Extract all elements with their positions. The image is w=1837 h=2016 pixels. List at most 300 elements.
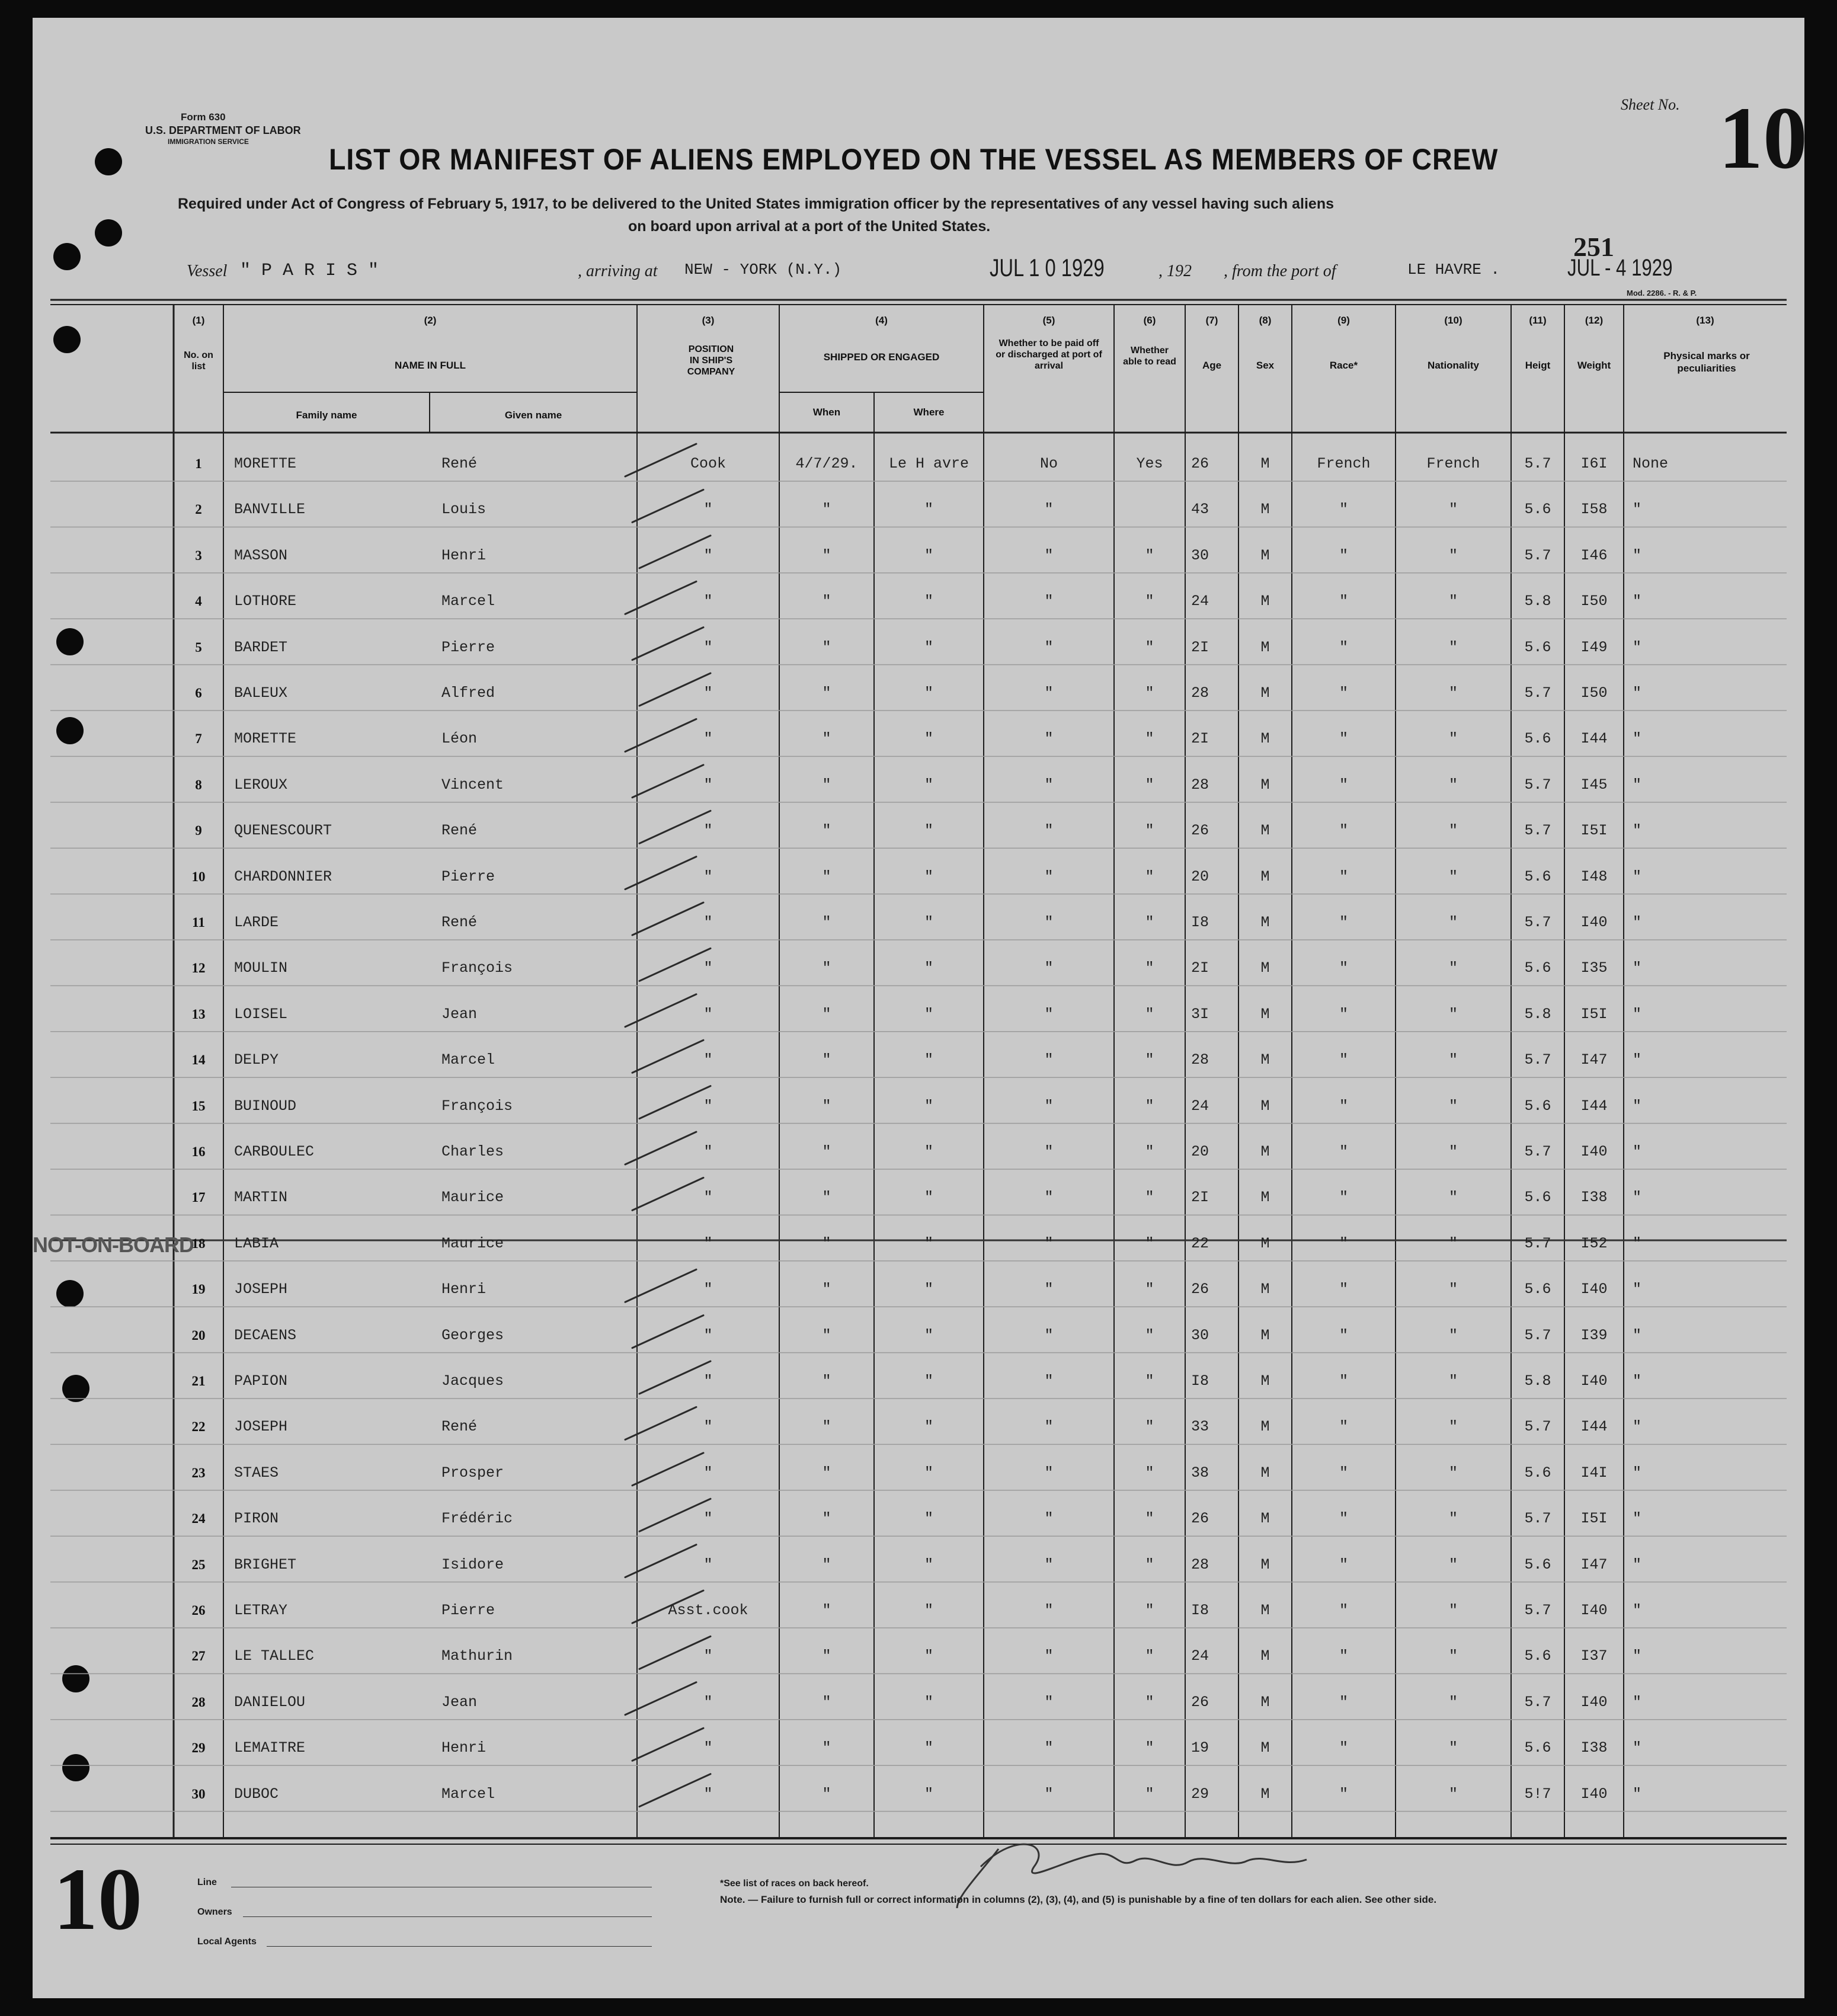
cell-race: " <box>1339 1602 1348 1619</box>
cell-position: " <box>703 1372 713 1390</box>
cell-family: BANVILLE <box>234 501 306 519</box>
cell-read: " <box>1145 1097 1154 1115</box>
cell-marks: " <box>1633 1602 1642 1619</box>
cell-paid: " <box>1044 1005 1054 1023</box>
row-number: 25 <box>191 1557 206 1572</box>
cell-where: " <box>924 684 933 702</box>
cell-given: Pierre <box>441 1602 495 1619</box>
footer-owners-label: Owners <box>197 1907 232 1917</box>
col6-number: (6) <box>1143 315 1156 326</box>
cell-height: 5.6 <box>1524 1281 1551 1298</box>
cell-height: 5.8 <box>1524 1005 1551 1023</box>
cell-position: " <box>703 1097 713 1115</box>
cell-age: I8 <box>1191 1372 1209 1390</box>
cell-marks: " <box>1633 1189 1642 1207</box>
col9-header: Race* <box>1329 360 1358 371</box>
cell-height: 5.6 <box>1524 638 1551 656</box>
row-number: 29 <box>191 1740 206 1756</box>
cell-read: " <box>1145 1189 1154 1207</box>
cell-position: " <box>703 914 713 931</box>
cell-weight: I40 <box>1580 1785 1608 1803</box>
cell-age: 26 <box>1191 455 1209 472</box>
row-number: 24 <box>191 1511 206 1527</box>
penalty-note: Note. — Failure to furnish full or correct information in columns (2), (3), (4), and (5) is punishable by a fine of ten dollars for each alien. See other side. <box>720 1894 1437 1905</box>
cell-given: Henri <box>441 1739 487 1757</box>
cell-paid: " <box>1044 1143 1054 1160</box>
cell-weight: I50 <box>1580 684 1608 702</box>
cell-given: Louis <box>441 501 487 519</box>
cell-weight: I5I <box>1580 1510 1608 1528</box>
cell-where: " <box>924 1051 933 1069</box>
cell-weight: I4I <box>1580 1464 1608 1481</box>
cell-marks: " <box>1633 730 1642 748</box>
cell-given: Jean <box>441 1693 478 1711</box>
cell-where: " <box>924 1647 933 1665</box>
cell-family: JOSEPH <box>234 1281 288 1298</box>
col2-family-header: Family name <box>296 409 357 421</box>
cell-nat: " <box>1448 914 1458 931</box>
row-number: 17 <box>191 1190 206 1205</box>
cell-family: MOULIN <box>234 959 288 977</box>
cell-weight: I35 <box>1580 959 1608 977</box>
row-number: 23 <box>191 1465 206 1480</box>
row-number: 15 <box>191 1098 206 1113</box>
cell-weight: I40 <box>1580 1602 1608 1619</box>
cell-age: 43 <box>1191 501 1209 519</box>
cell-position: " <box>703 1051 713 1069</box>
cell-sex: M <box>1260 1739 1270 1757</box>
cell-paid: " <box>1044 868 1054 885</box>
cell-sex: M <box>1260 1647 1270 1665</box>
cell-family: LE TALLEC <box>234 1647 315 1665</box>
cell-weight: I37 <box>1580 1647 1608 1665</box>
cell-weight: I40 <box>1580 1693 1608 1711</box>
cell-weight: I44 <box>1580 1097 1608 1115</box>
cell-nat: " <box>1448 1785 1458 1803</box>
cell-given: Jacques <box>441 1372 504 1390</box>
cell-position: " <box>703 638 713 656</box>
cell-paid: " <box>1044 1326 1054 1344</box>
cell-family: MARTIN <box>234 1189 288 1207</box>
cell-age: 33 <box>1191 1418 1209 1436</box>
cell-given: Maurice <box>441 1234 504 1252</box>
row-number: 5 <box>195 639 202 655</box>
cell-when: " <box>822 1556 831 1573</box>
cell-position: " <box>703 593 713 610</box>
cell-age: 29 <box>1191 1785 1209 1803</box>
cell-weight: I38 <box>1580 1739 1608 1757</box>
cell-read: " <box>1145 822 1154 840</box>
cell-paid: " <box>1044 1234 1054 1252</box>
cell-given: René <box>441 455 478 472</box>
cell-when: " <box>822 1372 831 1390</box>
cell-race: " <box>1339 501 1348 519</box>
cell-when: " <box>822 914 831 931</box>
col4-header: SHIPPED OR ENGAGED <box>823 351 940 363</box>
cell-when: " <box>822 1005 831 1023</box>
cell-height: 5.7 <box>1524 1602 1551 1619</box>
row-number: 11 <box>192 915 205 930</box>
cell-height: 5.6 <box>1524 1556 1551 1573</box>
cell-marks: " <box>1633 1510 1642 1528</box>
cell-paid: " <box>1044 1602 1054 1619</box>
not-on-board-stamp: NOT-ON-BOARD <box>33 1233 194 1257</box>
cell-marks: " <box>1633 1097 1642 1115</box>
cell-given: Prosper <box>441 1464 504 1481</box>
cell-race: " <box>1339 1097 1348 1115</box>
cell-family: CHARDONNIER <box>234 868 332 885</box>
cell-when: " <box>822 1189 831 1207</box>
cell-given: Charles <box>441 1143 504 1160</box>
cell-sex: M <box>1260 1693 1270 1711</box>
cell-family: LETRAY <box>234 1602 288 1619</box>
cell-age: 20 <box>1191 868 1209 885</box>
cell-family: LABIA <box>234 1234 279 1252</box>
cell-when: " <box>822 1281 831 1298</box>
cell-weight: I48 <box>1580 868 1608 885</box>
cell-position: " <box>703 1739 713 1757</box>
cell-when: " <box>822 868 831 885</box>
cell-marks: " <box>1633 1234 1642 1252</box>
cell-age: I8 <box>1191 914 1209 931</box>
col5-number: (5) <box>1042 315 1055 326</box>
cell-race: " <box>1339 914 1348 931</box>
cell-read: " <box>1145 1372 1154 1390</box>
cell-read: " <box>1145 1556 1154 1573</box>
cell-race: " <box>1339 1556 1348 1573</box>
col5-header: Whether to be paid off or discharged at port of arrival <box>996 338 1102 371</box>
cell-given: Pierre <box>441 638 495 656</box>
row-number: 10 <box>191 869 206 884</box>
cell-race: " <box>1339 546 1348 564</box>
cell-where: " <box>924 1693 933 1711</box>
cell-where: " <box>924 1602 933 1619</box>
cell-sex: M <box>1260 1464 1270 1481</box>
cell-nat: " <box>1448 1326 1458 1344</box>
cell-given: Maurice <box>441 1189 504 1207</box>
cell-sex: M <box>1260 1051 1270 1069</box>
cell-sex: M <box>1260 1189 1270 1207</box>
cell-family: LARDE <box>234 914 279 931</box>
cell-family: LOISEL <box>234 1005 288 1023</box>
sheet-label: Sheet No. <box>1621 96 1680 113</box>
mod-reference: Mod. 2286. - R. & P. <box>1627 289 1697 297</box>
cell-paid: " <box>1044 776 1054 793</box>
cell-height: 5.8 <box>1524 1372 1551 1390</box>
cell-paid: " <box>1044 1693 1054 1711</box>
cell-nat: " <box>1448 868 1458 885</box>
cell-age: 28 <box>1191 1051 1209 1069</box>
cell-marks: " <box>1633 501 1642 519</box>
row-number: 6 <box>195 686 202 700</box>
cell-when: " <box>822 1647 831 1665</box>
cell-where: " <box>924 730 933 748</box>
cell-race: " <box>1339 1005 1348 1023</box>
cell-paid: " <box>1044 959 1054 977</box>
cell-nat: " <box>1448 1189 1458 1207</box>
cell-race: " <box>1339 1234 1348 1252</box>
cell-when: " <box>822 1097 831 1115</box>
cell-sex: M <box>1260 1556 1270 1573</box>
cell-paid: No <box>1039 455 1058 472</box>
cell-position: " <box>703 868 713 885</box>
page-subtitle-1: Required under Act of Congress of February 5, 1917, to be delivered to the United States immigration officer by the representatives of any vessel having such aliens <box>178 196 1334 212</box>
cell-race: " <box>1339 1739 1348 1757</box>
cell-where: " <box>924 1556 933 1573</box>
cell-sex: M <box>1260 730 1270 748</box>
cell-weight: I58 <box>1580 501 1608 519</box>
cell-read: " <box>1145 1602 1154 1619</box>
cell-given: Marcel <box>441 593 495 610</box>
cell-height: 5.7 <box>1524 776 1551 793</box>
cell-sex: M <box>1260 1097 1270 1115</box>
departure-date-stamp: JUL - 4 1929 <box>1567 255 1673 281</box>
cell-height: 5.6 <box>1524 1739 1551 1757</box>
row-number: 26 <box>191 1603 206 1618</box>
cell-read: " <box>1145 1510 1154 1528</box>
manifest-sheet <box>33 18 1807 1998</box>
cell-marks: " <box>1633 1556 1642 1573</box>
cell-age: 20 <box>1191 1143 1209 1160</box>
col10-number: (10) <box>1444 315 1462 326</box>
cell-marks: None <box>1633 455 1669 472</box>
cell-paid: " <box>1044 1418 1054 1436</box>
cell-where: " <box>924 868 933 885</box>
stamp-number: 251 <box>1573 232 1614 262</box>
cell-position: " <box>703 776 713 793</box>
cell-weight: I50 <box>1580 593 1608 610</box>
cell-nat: " <box>1448 1143 1458 1160</box>
cell-read: " <box>1145 730 1154 748</box>
cell-when: " <box>822 776 831 793</box>
cell-read: " <box>1145 1739 1154 1757</box>
footer-owners-rule <box>243 1916 652 1917</box>
cell-nat: " <box>1448 1097 1458 1115</box>
cell-when: " <box>822 638 831 656</box>
cell-given: Henri <box>441 546 487 564</box>
cell-nat: " <box>1448 1005 1458 1023</box>
cell-marks: " <box>1633 1051 1642 1069</box>
cell-race: " <box>1339 776 1348 793</box>
cell-given: Pierre <box>441 868 495 885</box>
cell-where: " <box>924 638 933 656</box>
row-number: 3 <box>195 548 202 563</box>
cell-marks: " <box>1633 1005 1642 1023</box>
row-number: 13 <box>191 1006 206 1022</box>
cell-race: " <box>1339 1785 1348 1803</box>
cell-where: " <box>924 914 933 931</box>
cell-read: " <box>1145 593 1154 610</box>
row-number: 12 <box>191 961 206 976</box>
cell-where: " <box>924 1464 933 1481</box>
cell-race: " <box>1339 638 1348 656</box>
cell-height: 5.6 <box>1524 730 1551 748</box>
cell-where: " <box>924 593 933 610</box>
cell-height: 5.8 <box>1524 593 1551 610</box>
cell-position: " <box>703 684 713 702</box>
col4-where-header: Where <box>913 407 945 418</box>
cell-family: MASSON <box>234 546 288 564</box>
cell-sex: M <box>1260 1234 1270 1252</box>
cell-marks: " <box>1633 822 1642 840</box>
cell-given: Vincent <box>441 776 504 793</box>
cell-race: " <box>1339 959 1348 977</box>
col8-number: (8) <box>1259 315 1272 326</box>
cell-marks: " <box>1633 1693 1642 1711</box>
cell-race: French <box>1317 455 1371 472</box>
cell-sex: M <box>1260 1785 1270 1803</box>
row-number: 19 <box>191 1282 206 1297</box>
cell-given: Mathurin <box>441 1647 513 1665</box>
cell-age: 3I <box>1191 1005 1209 1023</box>
cell-nat: " <box>1448 822 1458 840</box>
cell-height: 5.7 <box>1524 1143 1551 1160</box>
cell-weight: I6I <box>1580 455 1608 472</box>
cell-read: " <box>1145 1005 1154 1023</box>
cell-given: Marcel <box>441 1785 495 1803</box>
footer-line-label: Line <box>197 1877 217 1887</box>
year-label: , 192 <box>1158 262 1192 280</box>
cell-read: " <box>1145 1143 1154 1160</box>
cell-height: 5.7 <box>1524 1326 1551 1344</box>
col1-number: (1) <box>192 315 205 326</box>
cell-sex: M <box>1260 1418 1270 1436</box>
cell-paid: " <box>1044 546 1054 564</box>
cell-weight: I44 <box>1580 730 1608 748</box>
row-number: 4 <box>195 594 202 609</box>
cell-marks: " <box>1633 1418 1642 1436</box>
cell-age: 2I <box>1191 730 1209 748</box>
department-name: U.S. DEPARTMENT OF LABOR <box>145 124 301 136</box>
cell-age: 26 <box>1191 822 1209 840</box>
cell-paid: " <box>1044 1739 1054 1757</box>
col12-header: Weight <box>1577 360 1611 371</box>
cell-marks: " <box>1633 959 1642 977</box>
cell-given: Frédéric <box>441 1510 513 1528</box>
cell-position: " <box>703 546 713 564</box>
cell-where: " <box>924 1234 933 1252</box>
cell-family: MORETTE <box>234 730 297 748</box>
cell-nat: " <box>1448 776 1458 793</box>
cell-where: " <box>924 546 933 564</box>
cell-weight: I39 <box>1580 1326 1608 1344</box>
cell-paid: " <box>1044 638 1054 656</box>
cell-sex: M <box>1260 1326 1270 1344</box>
cell-weight: I47 <box>1580 1556 1608 1573</box>
cell-read: " <box>1145 1647 1154 1665</box>
cell-race: " <box>1339 730 1348 748</box>
cell-weight: I45 <box>1580 776 1608 793</box>
cell-when: " <box>822 959 831 977</box>
cell-marks: " <box>1633 1647 1642 1665</box>
cell-family: CARBOULEC <box>234 1143 315 1160</box>
cell-position: " <box>703 1281 713 1298</box>
cell-read: " <box>1145 1785 1154 1803</box>
cell-position: " <box>703 1556 713 1573</box>
cell-sex: M <box>1260 959 1270 977</box>
cell-race: " <box>1339 1372 1348 1390</box>
cell-age: 28 <box>1191 776 1209 793</box>
cell-when: " <box>822 1510 831 1528</box>
cell-paid: " <box>1044 1189 1054 1207</box>
cell-where: " <box>924 1189 933 1207</box>
cell-where: " <box>924 1510 933 1528</box>
cell-nat: " <box>1448 730 1458 748</box>
cell-paid: " <box>1044 1097 1054 1115</box>
cell-position: " <box>703 959 713 977</box>
cell-family: LOTHORE <box>234 593 297 610</box>
cell-marks: " <box>1633 1372 1642 1390</box>
cell-paid: " <box>1044 1051 1054 1069</box>
cell-race: " <box>1339 1143 1348 1160</box>
cell-weight: I46 <box>1580 546 1608 564</box>
cell-nat: " <box>1448 501 1458 519</box>
cell-marks: " <box>1633 1464 1642 1481</box>
cell-paid: " <box>1044 730 1054 748</box>
col4-number: (4) <box>875 315 888 326</box>
cell-position: " <box>703 1189 713 1207</box>
cell-weight: I40 <box>1580 1281 1608 1298</box>
cell-position: " <box>703 1326 713 1344</box>
cell-nat: " <box>1448 1739 1458 1757</box>
cell-given: Isidore <box>441 1556 504 1573</box>
cell-read: Yes <box>1136 455 1163 472</box>
cell-when: " <box>822 1739 831 1757</box>
cell-family: JOSEPH <box>234 1418 288 1436</box>
cell-when: " <box>822 1464 831 1481</box>
page-subtitle-2: on board upon arrival at a port of the United States. <box>628 218 991 235</box>
cell-nat: " <box>1448 1281 1458 1298</box>
cell-given: Henri <box>441 1281 487 1298</box>
cell-race: " <box>1339 1510 1348 1528</box>
cell-sex: M <box>1260 1005 1270 1023</box>
cell-position: " <box>703 1785 713 1803</box>
cell-read: " <box>1145 546 1154 564</box>
cell-sex: M <box>1260 1281 1270 1298</box>
row-number: 9 <box>195 823 202 839</box>
cell-nat: " <box>1448 959 1458 977</box>
cell-weight: I49 <box>1580 638 1608 656</box>
cell-nat: " <box>1448 1372 1458 1390</box>
cell-height: 5.6 <box>1524 1647 1551 1665</box>
col11-header: Heigt <box>1525 360 1551 371</box>
cell-race: " <box>1339 1464 1348 1481</box>
cell-age: 26 <box>1191 1693 1209 1711</box>
cell-family: BUINOUD <box>234 1097 297 1115</box>
row-number: 2 <box>195 502 202 517</box>
cell-read: " <box>1145 1234 1154 1252</box>
cell-height: 5.6 <box>1524 1189 1551 1207</box>
cell-weight: I52 <box>1580 1234 1608 1252</box>
cell-given: René <box>441 822 478 840</box>
cell-given: René <box>441 1418 478 1436</box>
cell-height: 5.6 <box>1524 501 1551 519</box>
cell-race: " <box>1339 1326 1348 1344</box>
cell-height: 5.7 <box>1524 1510 1551 1528</box>
cell-race: " <box>1339 868 1348 885</box>
cell-when: " <box>822 1326 831 1344</box>
cell-given: François <box>441 959 513 977</box>
row-number: 18 <box>191 1236 206 1251</box>
col3-header: POSITION IN SHIP'S COMPANY <box>687 344 735 377</box>
cell-position: Cook <box>690 455 726 472</box>
cell-given: Alfred <box>441 684 495 702</box>
cell-where: " <box>924 501 933 519</box>
cell-given: René <box>441 914 478 931</box>
cell-paid: " <box>1044 1464 1054 1481</box>
cell-race: " <box>1339 1693 1348 1711</box>
cell-paid: " <box>1044 822 1054 840</box>
